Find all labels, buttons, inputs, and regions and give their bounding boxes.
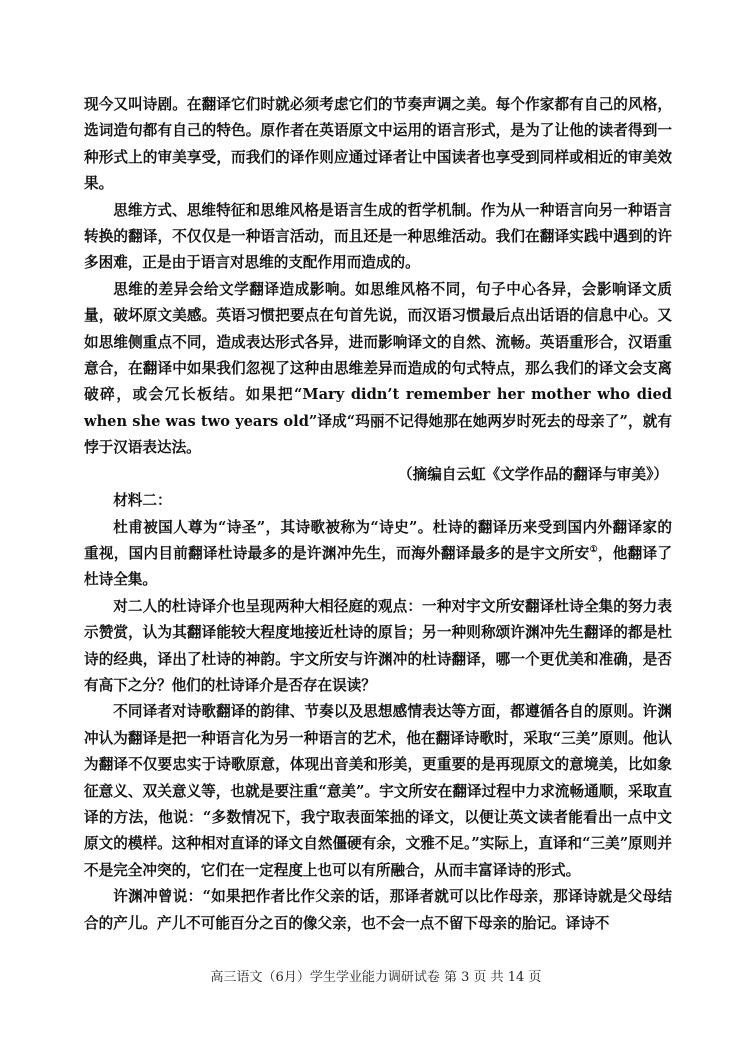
paragraph-continuation: 现今又叫诗剧。在翻译它们时就必须考虑它们的节奏声调之美。每个作家都有自己的风格，选词造句都有自己的特色。原作者在英语原文中运用的语言形式，是为了让他的读者得到一种形式上的审美享受，而我们的译作则应通过译者让中国读者也享受到同样或相近的审美效果。	[84, 96, 672, 193]
paragraph-two-views: 对二人的杜诗译介也呈现两种大相径庭的观点：一种对宇文所安翻译杜诗全集的努力表示赞赏，认为其翻译能较大程度地接近杜诗的原旨；另一种则称颂许渊冲先生翻译的都是杜诗的经典，译出了杜诗的神韵。宇文所安与许渊冲的杜诗翻译，哪一个更优美和准确，是否有高下之分？他们的杜诗译介是否存在误读？	[84, 597, 672, 694]
page-footer: 高三语文（6月）学生学业能力调研试卷 第 3 页 共 14 页	[210, 970, 542, 985]
paragraph-du-fu-text-end: ，他翻译了杜诗全集。	[84, 544, 672, 589]
paragraph-xu-quote: 许渊冲曾说：“如果把作者比作父亲的话，那译者就可以比作母亲，那译诗就是父母结合的产儿。产儿不可能百分之百的像父亲，也不会一点不留下母亲的胎记。译诗不	[84, 888, 672, 932]
paragraph-thinking-mechanism: 思维方式、思维特征和思维风格是语言生成的哲学机制。作为从一种语言向另一种语言转换的翻译，不仅仅是一种语言活动，而且还是一种思维活动。我们在翻译实践中遇到的许多困难，正是由于语言对思维的支配作用而造成的。	[84, 201, 672, 272]
paragraph-du-fu-text: 杜甫被国人尊为“诗圣”，其诗歌被称为“诗史”。杜诗的翻译历来受到国内外翻译家的重视，国内目前翻译杜诗最多的是许渊冲先生，而海外翻译最多的是宇文所安	[84, 518, 672, 562]
paragraph-translation-principles: 不同译者对诗歌翻译的韵律、节奏以及思想感情表达等方面，都遵循各自的原则。许渊冲认为翻译是把一种语言化为另一种语言的艺术，他在翻译诗歌时，采取“三美”原则。他认为翻译不仅要忠实于诗歌原意，体现出音美和形美，更重要的是再现原文的意境美，比如象征意义、双关意义等，也就是要注重“意美”。宇文所安在翻译过程中力求流畅通顺，采取直译的方法，他说：“多数情况下，我宁取表面笨拙的译文，以便让英文读者能看出一点中文原文的模样。这种相对直译的译文自然僵硬有余，文雅不足。”实际上，直译和“三美”原则并不是完全冲突的，它们在一定程度上也可以有所融合，从而丰富译诗的形式。	[84, 703, 672, 879]
paragraph-du-fu-intro	[84, 515, 672, 594]
page-body	[84, 92, 672, 937]
source-citation: （摘编自云虹《文学作品的翻译与审美》）	[398, 465, 668, 483]
paragraph-thinking-difference: 思维的差异会给文学翻译造成影响。如思维风格不同，句子中心各异，会影响译文质量，破坏原文美感。英语习惯把要点在句首先说，而汉语习惯最后点出话语的信息中心。又如思维侧重点不同，造成表达形式各异，进而影响译文的自然、流畅。英语重形合，汉语重意合，在翻译中如果我们忽视了这种由思维差异而造成的句式特点，那么我们的译文会支离破碎，或会冗长板结。如果把“Mary didn’t remember her mother who died when she was two years old”译成“玛丽不记得她那在她两岁时死去的母亲了”，就有悖于汉语表达法。	[84, 280, 672, 457]
footnote-marker: ①	[589, 545, 598, 556]
material-two-heading: 材料二：	[113, 492, 172, 510]
